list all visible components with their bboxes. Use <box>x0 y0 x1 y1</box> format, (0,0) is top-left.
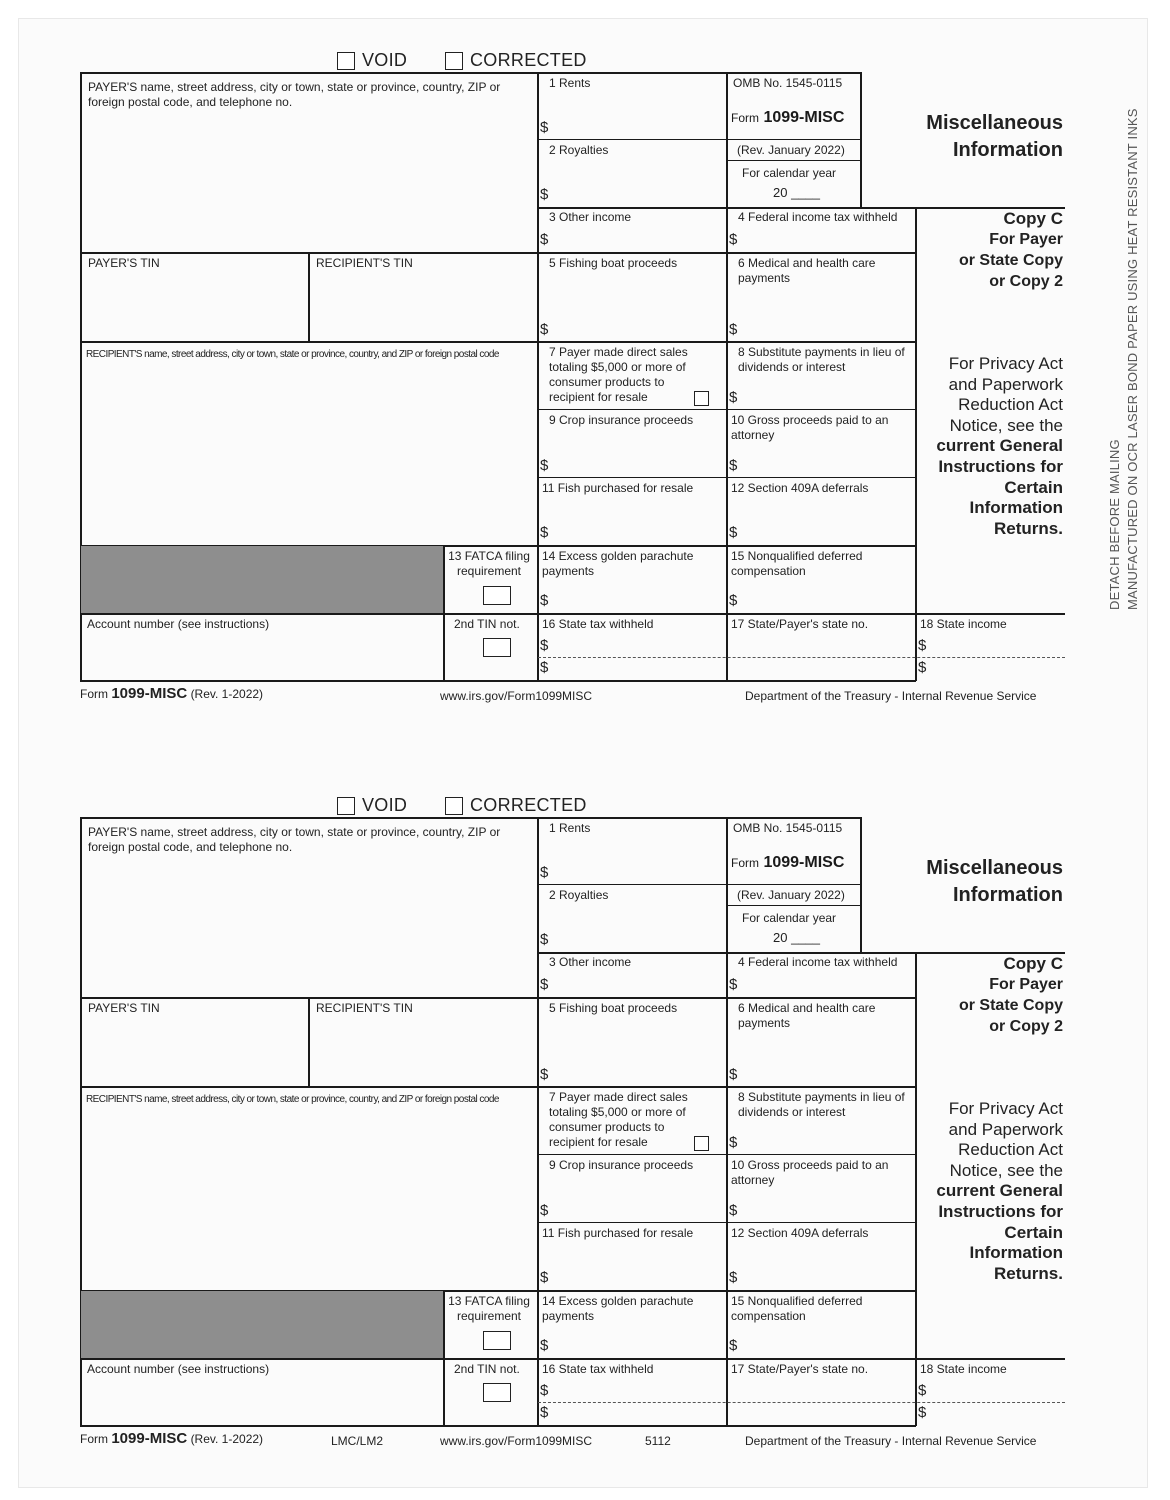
second-tin-label: 2nd TIN not. <box>454 1362 520 1376</box>
dollar-sign: $ <box>540 976 549 993</box>
dollar-sign: $ <box>540 864 549 881</box>
box14-label: 14 Excess golden parachute payments <box>542 1294 694 1323</box>
box1-label: 1 Rents <box>549 76 591 90</box>
fatca-checkbox[interactable] <box>483 1331 511 1350</box>
notice-line: Returns. <box>994 518 1063 538</box>
dollar-sign: $ <box>729 976 738 993</box>
notice-line: Certain <box>1004 1222 1063 1242</box>
payer-info-label: PAYER'S name, street address, city or town, state or province, country, ZIP or foreign postal code, and telephone no. <box>88 825 501 854</box>
box5-label: 5 Fishing boat proceeds <box>549 256 678 270</box>
title-line: Miscellaneous <box>926 112 1063 134</box>
box11-label: 11 Fish purchased for resale <box>542 481 694 495</box>
title-line: Miscellaneous <box>926 857 1063 879</box>
form-1099-misc <box>0 745 1170 1448</box>
notice-line: current General <box>936 1181 1063 1201</box>
dollar-sign: $ <box>540 592 549 609</box>
dollar-sign: $ <box>729 321 738 338</box>
notice-line: Reduction Act <box>958 1140 1063 1160</box>
box11-label: 11 Fish purchased for resale <box>542 1226 694 1240</box>
dollar-sign: $ <box>918 637 927 654</box>
footer-department: Department of the Treasury - Internal Revenue Service <box>745 689 1037 703</box>
account-number-label: Account number (see instructions) <box>87 1362 270 1376</box>
copy-line: For Payer <box>989 231 1063 248</box>
calendar-year-label: For calendar year <box>742 911 837 925</box>
payer-tin-label: PAYER'S TIN <box>88 1001 160 1015</box>
box12-label: 12 Section 409A deferrals <box>731 481 869 495</box>
dollar-sign: $ <box>729 1269 738 1286</box>
fatca-checkbox[interactable] <box>483 586 511 605</box>
paper-note-text: MANUFACTURED ON OCR LASER BOND PAPER USING HEAT RESISTANT INKS <box>1125 108 1140 610</box>
footer-form-number: 1099-MISC <box>111 1430 188 1447</box>
void-checkbox[interactable] <box>337 797 355 815</box>
dollar-sign: $ <box>540 1202 549 1219</box>
dollar-sign: $ <box>918 1382 927 1399</box>
recipient-info-label: RECIPIENT'S name, street address, city or town, state or province, country, and ZIP or foreign postal code <box>86 349 499 360</box>
box18-label: 18 State income <box>920 617 1007 631</box>
corrected-label: CORRECTED <box>470 50 587 70</box>
copy-line: For Payer <box>989 976 1063 993</box>
dollar-sign: $ <box>540 231 549 248</box>
copy-line: or Copy 2 <box>989 273 1063 290</box>
box5-label: 5 Fishing boat proceeds <box>549 1001 678 1015</box>
dollar-sign: $ <box>540 321 549 338</box>
year-field: 20 ____ <box>773 930 820 945</box>
box9-label: 9 Crop insurance proceeds <box>549 413 694 427</box>
box4-label: 4 Federal income tax withheld <box>738 210 898 224</box>
footer-form-word: Form <box>80 687 108 701</box>
footer-form-id <box>80 685 263 702</box>
dollar-sign: $ <box>540 931 549 948</box>
copy-line: or Copy 2 <box>989 1018 1063 1035</box>
copy-line: or State Copy <box>958 252 1063 269</box>
copy-designation <box>920 208 1063 292</box>
dollar-sign: $ <box>540 659 549 676</box>
footer-form-word: Form <box>80 1432 108 1446</box>
box4-label: 4 Federal income tax withheld <box>738 955 898 969</box>
dollar-sign: $ <box>918 1404 927 1421</box>
dollar-sign: $ <box>729 457 738 474</box>
notice-line: Information <box>969 498 1063 518</box>
footer-url[interactable]: www.irs.gov/Form1099MISC <box>440 1434 593 1448</box>
box10-label: 10 Gross proceeds paid to an attorney <box>731 1158 889 1187</box>
dollar-sign: $ <box>540 186 549 203</box>
box8-label: 8 Substitute payments in lieu of dividends or interest <box>738 345 905 374</box>
box2-label: 2 Royalties <box>549 888 609 902</box>
notice-line: Notice, see the <box>949 415 1063 435</box>
notice-line: For Privacy Act <box>948 1099 1063 1118</box>
box9-label: 9 Crop insurance proceeds <box>549 1158 694 1172</box>
title-line: Information <box>953 884 1063 906</box>
dollar-sign: $ <box>729 1202 738 1219</box>
notice-line: current General <box>936 436 1063 456</box>
recipient-tin-label: RECIPIENT'S TIN <box>316 1001 413 1015</box>
corrected-checkbox[interactable] <box>445 52 463 70</box>
dollar-sign: $ <box>729 524 738 541</box>
box12-label: 12 Section 409A deferrals <box>731 1226 869 1240</box>
void-label: VOID <box>362 795 408 815</box>
notice-line: Reduction Act <box>958 395 1063 415</box>
omb-number: OMB No. 1545-0115 <box>733 76 843 90</box>
footer-rev: (Rev. 1-2022) <box>190 1432 264 1446</box>
dollar-sign: $ <box>540 637 549 654</box>
box14-label: 14 Excess golden parachute payments <box>542 549 694 578</box>
form-title <box>870 855 1063 909</box>
detach-text: DETACH BEFORE MAILING <box>1107 439 1122 610</box>
form-number: 1099-MISC <box>763 109 845 126</box>
footer-code: LMC/LM2 <box>331 1434 384 1448</box>
dollar-sign: $ <box>729 592 738 609</box>
dollar-sign: $ <box>729 1337 738 1354</box>
box18-label: 18 State income <box>920 1362 1007 1376</box>
form-title <box>870 110 1063 164</box>
copy-line: Copy C <box>1003 209 1063 228</box>
notice-line: Certain <box>1004 477 1063 497</box>
year-field: 20 ____ <box>773 185 820 200</box>
dollar-sign: $ <box>540 119 549 136</box>
box15-label: 15 Nonqualified deferred compensation <box>731 1294 863 1323</box>
account-number-label: Account number (see instructions) <box>87 617 270 631</box>
dollar-sign: $ <box>540 1337 549 1354</box>
form-id <box>731 109 844 127</box>
copy-line: Copy C <box>1003 954 1063 973</box>
notice-line: and Paperwork <box>948 374 1063 394</box>
footer-url[interactable]: www.irs.gov/Form1099MISC <box>440 689 593 703</box>
dollar-sign: $ <box>729 1134 738 1151</box>
box17-label: 17 State/Payer's state no. <box>731 1362 869 1376</box>
dollar-sign: $ <box>540 1382 549 1399</box>
payer-tin-label: PAYER'S TIN <box>88 256 160 270</box>
dollar-sign: $ <box>540 1066 549 1083</box>
dollar-sign: $ <box>540 524 549 541</box>
shaded-box <box>81 546 443 613</box>
dollar-sign: $ <box>729 389 738 406</box>
box16-label: 16 State tax withheld <box>542 1362 654 1376</box>
dollar-sign: $ <box>540 1404 549 1421</box>
footer-form-number: 1099-MISC <box>111 685 188 702</box>
recipient-tin-label: RECIPIENT'S TIN <box>316 256 413 270</box>
notice-line: Notice, see the <box>949 1160 1063 1180</box>
box6-label: 6 Medical and health care payments <box>738 1001 876 1030</box>
box8-label: 8 Substitute payments in lieu of dividends or interest <box>738 1090 905 1119</box>
box1-label: 1 Rents <box>549 821 591 835</box>
form-1099-misc <box>0 0 1170 703</box>
fatca-label: 13 FATCA filing requirement <box>448 549 530 578</box>
box17-label: 17 State/Payer's state no. <box>731 617 869 631</box>
form-word: Form <box>731 111 759 125</box>
box3-label: 3 Other income <box>549 210 632 224</box>
box2-label: 2 Royalties <box>549 143 609 157</box>
recipient-info-label: RECIPIENT'S name, street address, city or town, state or province, country, and ZIP or foreign postal code <box>86 1094 499 1105</box>
box16-label: 16 State tax withheld <box>542 617 654 631</box>
dollar-sign: $ <box>540 1269 549 1286</box>
dollar-sign: $ <box>729 1066 738 1083</box>
notice-line: Instructions for <box>938 1201 1063 1221</box>
box7-checkbox[interactable] <box>694 1136 709 1151</box>
void-checkbox[interactable] <box>337 52 355 70</box>
notice-line: Information <box>969 1243 1063 1263</box>
box3-label: 3 Other income <box>549 955 632 969</box>
payer-info-label: PAYER'S name, street address, city or town, state or province, country, ZIP or foreign postal code, and telephone no. <box>88 80 501 109</box>
box7-label: 7 Payer made direct sales totaling $5,000 or more of consumer products to recipient for resale <box>549 1090 688 1149</box>
form-number: 1099-MISC <box>763 854 845 871</box>
footer-rev: (Rev. 1-2022) <box>190 687 264 701</box>
calendar-year-label: For calendar year <box>742 166 837 180</box>
footer-number: 5112 <box>645 1434 671 1448</box>
privacy-notice <box>920 1099 1063 1284</box>
form-word: Form <box>731 856 759 870</box>
footer-department: Department of the Treasury - Internal Revenue Service <box>745 1434 1037 1448</box>
dollar-sign: $ <box>918 659 927 676</box>
rev-date: (Rev. January 2022) <box>737 888 845 902</box>
box7-checkbox[interactable] <box>694 391 709 406</box>
box6-label: 6 Medical and health care payments <box>738 256 876 285</box>
notice-line: and Paperwork <box>948 1119 1063 1139</box>
notice-line: Instructions for <box>938 456 1063 476</box>
dollar-sign: $ <box>540 457 549 474</box>
rev-date: (Rev. January 2022) <box>737 143 845 157</box>
second-tin-label: 2nd TIN not. <box>454 617 520 631</box>
dollar-sign: $ <box>729 231 738 248</box>
second-tin-checkbox[interactable] <box>483 1383 511 1402</box>
footer-form-id <box>80 1430 263 1447</box>
box7-label: 7 Payer made direct sales totaling $5,000 or more of consumer products to recipient for resale <box>549 345 688 404</box>
form-id <box>731 854 844 872</box>
notice-line: For Privacy Act <box>948 354 1063 373</box>
omb-number: OMB No. 1545-0115 <box>733 821 843 835</box>
notice-line: Returns. <box>994 1263 1063 1283</box>
privacy-notice <box>920 354 1063 539</box>
fatca-label: 13 FATCA filing requirement <box>448 1294 530 1323</box>
copy-designation <box>920 953 1063 1037</box>
shaded-box <box>81 1291 443 1358</box>
second-tin-checkbox[interactable] <box>483 638 511 657</box>
void-label: VOID <box>362 50 408 70</box>
corrected-label: CORRECTED <box>470 795 587 815</box>
box10-label: 10 Gross proceeds paid to an attorney <box>731 413 889 442</box>
copy-line: or State Copy <box>958 997 1063 1014</box>
corrected-checkbox[interactable] <box>445 797 463 815</box>
title-line: Information <box>953 139 1063 161</box>
box15-label: 15 Nonqualified deferred compensation <box>731 549 863 578</box>
